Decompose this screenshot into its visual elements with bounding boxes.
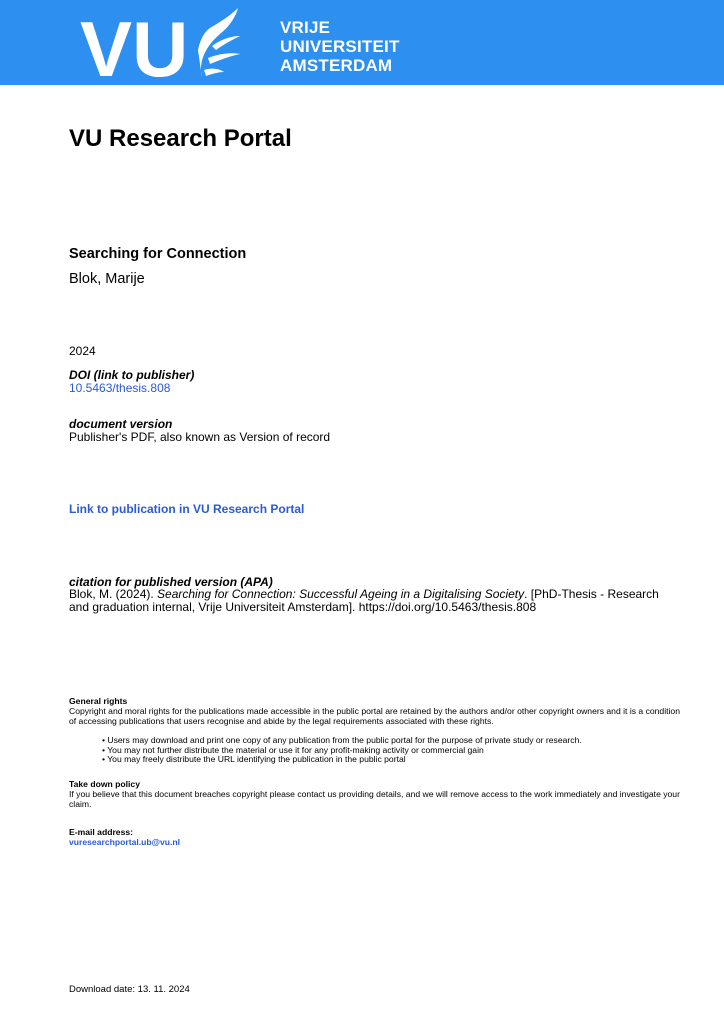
citation-title: Searching for Connection: Successful Ageing in a Digitalising Society	[157, 587, 525, 601]
citation-label: citation for published version (APA)	[69, 575, 273, 589]
take-down-text: If you believe that this document breaches copyright please contact us providing details, and we will remove access to the work immediately and investigate your claim.	[69, 789, 680, 809]
page-title: VU Research Portal	[69, 125, 292, 152]
rights-bullet: • You may freely distribute the URL identifying the publication in the public portal	[102, 754, 406, 765]
doi-link[interactable]: 10.5463/thesis.808	[69, 381, 171, 395]
publication-author: Blok, Marije	[69, 271, 145, 287]
university-name-line: AMSTERDAM	[280, 56, 393, 75]
citation-text	[69, 588, 679, 614]
general-rights-text: Copyright and moral rights for the publications made accessible in the public portal are retained by the authors and/or other copyright owners and it is a condition of accessing publications that users recognise and abide by the legal requirements associated with these rights.	[69, 706, 680, 726]
doi-label: DOI (link to publisher)	[69, 368, 195, 382]
document-version-value: Publisher's PDF, also known as Version of record	[69, 430, 331, 444]
document-version-label: document version	[69, 417, 173, 431]
header-banner	[0, 0, 724, 85]
portal-publication-link[interactable]: Link to publication in VU Research Portal	[69, 502, 305, 516]
rights-bullet: • You may not further distribute the material or use it for any profit-making activity or commercial gain	[102, 744, 484, 755]
university-name	[280, 18, 400, 75]
general-rights-heading: General rights	[69, 696, 128, 706]
university-name-line: VRIJE	[280, 18, 331, 37]
logo-letters: VU	[80, 6, 189, 80]
download-date: Download date: 13. 11. 2024	[69, 984, 190, 995]
vu-logo	[80, 6, 240, 80]
email-link[interactable]: vuresearchportal.ub@vu.nl	[69, 837, 181, 847]
citation-prefix: Blok, M. (2024).	[69, 587, 158, 601]
email-heading: E-mail address:	[69, 827, 133, 837]
university-name-line: UNIVERSITEIT	[280, 37, 400, 56]
publication-year: 2024	[69, 344, 96, 358]
rights-bullet: • Users may download and print one copy of any publication from the public portal for the purpose of private study or research.	[102, 735, 582, 745]
publication-title: Searching for Connection	[69, 246, 247, 262]
rights-bullet-list	[102, 736, 582, 765]
take-down-heading: Take down policy	[69, 779, 140, 789]
citation-suffix: . [PhD-Thesis - Research and graduation internal, Vrije Universiteit Amsterdam]. https://doi.org/10.5463/thesis.808	[69, 587, 659, 614]
griffin-icon	[198, 8, 240, 78]
